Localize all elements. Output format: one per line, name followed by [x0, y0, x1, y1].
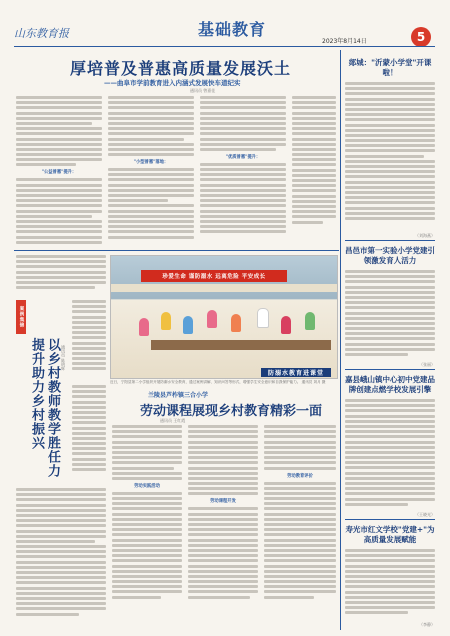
- lead-column-4: [292, 96, 336, 246]
- sidebar-article-body: [345, 399, 435, 511]
- sidebar-article-title: 寿光市红文学校"党建+"为高质量发展赋能: [345, 525, 435, 544]
- lead-subhead: "公益普惠"提升：: [41, 170, 77, 176]
- feature-tag: 案例集锦: [16, 300, 26, 334]
- masthead: [14, 22, 74, 44]
- sidebar-article-body: [345, 82, 435, 232]
- photo-credit: 近日，宁阳县第二小学组织开展防溺水安全教育，通过案例讲解、知识问答等形式，增强学生安全意识和自我保护能力。 通讯员 刘月 摄: [110, 380, 326, 384]
- sidebar-article-author: （王晓光）: [415, 512, 435, 517]
- lead-subhead: "优质普惠"提升：: [225, 154, 261, 160]
- column-divider: [340, 50, 341, 630]
- feature-byline: 通讯员 陈明辉: [61, 345, 66, 371]
- photo-child: [207, 310, 217, 328]
- photo-child: [139, 318, 149, 336]
- feature-vertical-title: 以乡村教师教学胜任力提升助力乡村振兴: [29, 338, 60, 478]
- sidebar-article-body: [345, 549, 435, 619]
- section-title: 基础教育: [198, 20, 267, 39]
- labor-column-2: [188, 425, 258, 625]
- feature-text-narrow: [72, 300, 106, 380]
- labor-title: 劳动课程展现乡村教育精彩一面: [140, 404, 323, 419]
- section-divider: [14, 250, 339, 251]
- sidebar-article-author: （李静）: [419, 622, 435, 627]
- sidebar-article-title: 嘉县峨山镇中心初中党建品牌创建点燃学校发展引擎: [345, 375, 435, 394]
- lead-column-3: [200, 96, 286, 246]
- photo-child: [183, 316, 193, 334]
- photo-child: [305, 312, 315, 330]
- labor-byline: 通讯员 王红霞: [160, 418, 186, 423]
- sidebar-separator: [345, 240, 435, 241]
- sidebar-separator: [345, 519, 435, 520]
- issue-date: 2023年8月14日: [322, 38, 367, 45]
- photo-child: [161, 312, 171, 330]
- sidebar-separator: [345, 369, 435, 370]
- news-photo: [110, 255, 338, 379]
- header-rule: [14, 46, 435, 47]
- labor-subhead: 劳动实践活动: [134, 483, 160, 489]
- sidebar-article-author: （张丽）: [419, 362, 435, 367]
- labor-column-1: [112, 425, 182, 625]
- photo-banner: 珍爱生命 谨防溺水 远离危险 平安成长: [141, 270, 287, 282]
- lead-byline: 通讯员 曾嘉佳: [190, 88, 216, 93]
- page-number-badge: 5: [411, 27, 431, 47]
- sidebar-article-title: 郯城："沂蒙小学堂"开课啦！: [348, 58, 432, 77]
- photo-child: [281, 316, 291, 334]
- photo-wall-stripe: [111, 284, 337, 292]
- photo-child: [231, 314, 241, 332]
- lead-subhead: "小型普惠"落地：: [133, 160, 169, 166]
- photo-child: [257, 308, 269, 328]
- lead-column-2: [108, 96, 194, 246]
- sidebar-article-title: 昌邑市第一实验小学党建引领激发育人活力: [345, 246, 435, 265]
- labor-column-3: [264, 425, 336, 625]
- masthead-logo: 山东教育报: [14, 27, 69, 40]
- labor-subhead: 劳动教育评价: [287, 473, 313, 479]
- photo-caption-box: 防溺水教育进课堂: [261, 368, 331, 377]
- feature-intro-text: [16, 255, 106, 295]
- lead-column-1: [16, 96, 102, 246]
- lead-subtitle: ——曲阜市学前教育进入内涵式发展快车道纪实: [104, 79, 241, 87]
- lead-title: 厚培普及普惠高质量发展沃土: [70, 59, 292, 78]
- feature-text-narrow-2: [72, 385, 106, 480]
- labor-kicker: 兰陵县芦柞镇三合小学: [148, 392, 209, 399]
- sidebar-article-body: [345, 270, 435, 360]
- labor-subhead: 劳动课程开发: [210, 499, 236, 505]
- feature-body: [16, 488, 106, 626]
- sidebar-article-author: （刘海燕）: [415, 233, 435, 238]
- photo-desk: [151, 340, 331, 350]
